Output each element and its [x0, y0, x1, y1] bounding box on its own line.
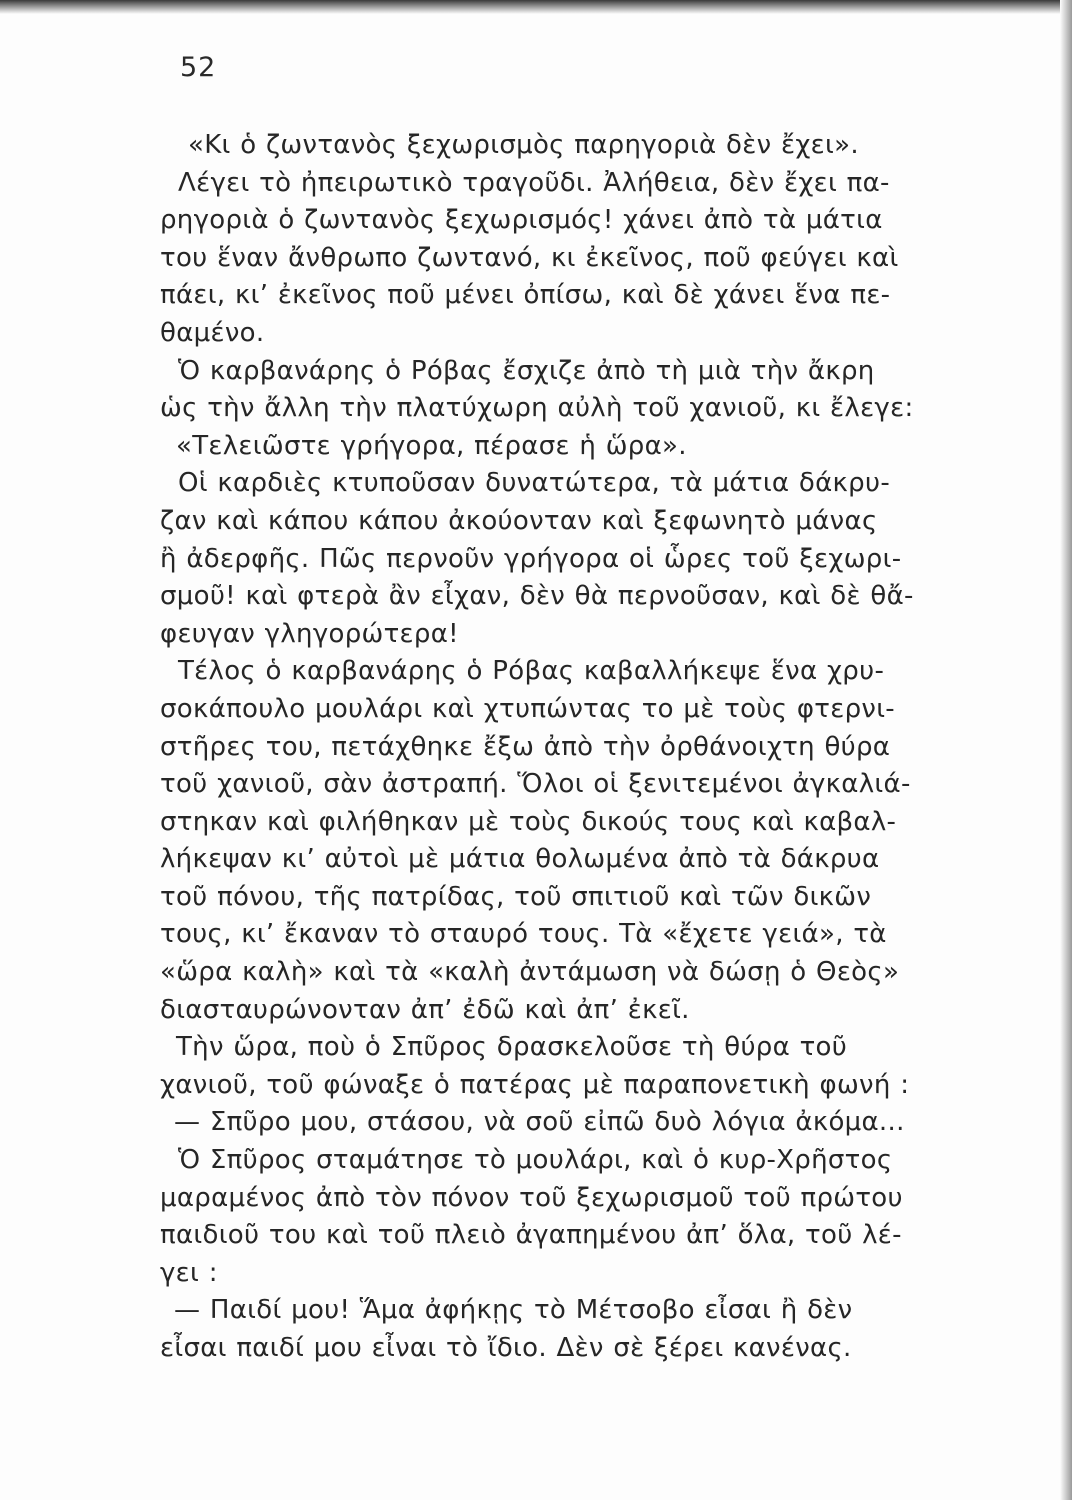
text-line: Λέγει τὸ ἠπειρωτικὸ τραγοῦδι. Ἀλήθεια, δὲν ἔχει πα- — [178, 167, 890, 198]
text-line: του ἕναν ἄνθρωπο ζωντανό, κι ἐκεῖνος, ποῦ φεύγει καὶ — [160, 242, 899, 273]
text-line: Τὴν ὥρα, ποὺ ὁ Σπῦρος δρασκελοῦσε τὴ θύρα τοῦ — [176, 1032, 848, 1063]
text-line: — Σπῦρο μου, στάσου, νὰ σοῦ εἰπῶ δυὸ λόγια ἀκόμα... — [174, 1107, 905, 1138]
text-line: διασταυρώνονταν ἀπ’ ἐδῶ καὶ ἀπ’ ἐκεῖ. — [160, 994, 690, 1025]
text-line: παιδιοῦ του καὶ τοῦ πλειὸ ἀγαπημένου ἀπ’ ὅλα, τοῦ λέ- — [160, 1220, 902, 1251]
text-line: λήκεψαν κι’ αὐτοὶ μὲ μάτια θολωμένα ἀπὸ τὰ δάκρυα — [160, 844, 880, 875]
text-line: ζαν καὶ κάπου κάπου ἀκούονταν καὶ ξεφωνητὸ μάνας — [160, 505, 878, 536]
text-line: θαμένο. — [160, 317, 265, 348]
text-line: τους, κι’ ἔκαναν τὸ σταυρό τους. Τὰ «ἔχετε γειά», τὰ — [160, 919, 887, 950]
text-line: ὡς τὴν ἄλλη τὴν πλατύχωρη αὐλὴ τοῦ χανιοῦ, κι ἔλεγε: — [160, 393, 914, 424]
text-line: στῆρες του, πετάχθηκε ἔξω ἀπὸ τὴν ὀρθάνοιχτη θύρα — [160, 731, 891, 762]
page-right-edge-shadow — [1060, 0, 1072, 1500]
text-line: μαραμένος ἀπὸ τὸν πόνον τοῦ ξεχωρισμοῦ τοῦ πρώτου — [160, 1182, 903, 1213]
text-line: «Τελειῶστε γρήγορα, πέρασε ἡ ὥρα». — [176, 430, 687, 461]
text-line: τοῦ χανιοῦ, σὰν ἀστραπή. Ὅλοι οἱ ξενιτεμένοι ἀγκαλιά- — [160, 769, 911, 800]
text-line: ρηγοριὰ ὁ ζωντανὸς ξεχωρισμός! χάνει ἀπὸ τὰ μάτια — [160, 205, 883, 236]
text-line: «Κι ὁ ζωντανὸς ξεχωρισμὸς παρηγοριὰ δὲν ἔχει». — [188, 130, 859, 160]
text-line: Ὁ καρβανάρης ὁ Ρόβας ἔσχιζε ἀπὸ τὴ μιὰ τὴν ἄκρη — [178, 355, 875, 386]
text-line: χανιοῦ, τοῦ φώναξε ὁ πατέρας μὲ παραπονετικὴ φωνή : — [160, 1069, 910, 1100]
text-line: Τέλος ὁ καρβανάρης ὁ Ρόβας καβαλλήκεψε ἕνα χρυ- — [178, 656, 885, 687]
text-line: Ὁ Σπῦρος σταμάτησε τὸ μουλάρι, καὶ ὁ κυρ-Χρῆστος — [178, 1145, 893, 1176]
text-line: «ὥρα καλὴ» καὶ τὰ «καλὴ ἀντάμωση νὰ δώσῃ ὁ Θεὸς» — [160, 957, 900, 988]
page-number: 52 — [180, 52, 217, 83]
text-line: πάει, κι’ ἐκεῖνος ποῦ μένει ὀπίσω, καὶ δὲ χάνει ἕνα πε- — [160, 280, 891, 311]
page-top-edge-shadow — [0, 0, 1072, 14]
text-line: τοῦ πόνου, τῆς πατρίδας, τοῦ σπιτιοῦ καὶ τῶν δικῶν — [160, 881, 872, 912]
text-line: σοκάπουλο μουλάρι καὶ χτυπώντας το μὲ τοὺς φτερνι- — [160, 693, 895, 724]
text-line: γει : — [160, 1257, 218, 1288]
text-line: φευγαν γληγορώτερα! — [160, 618, 459, 649]
body-text — [160, 127, 960, 1368]
text-line: ἢ ἀδερφῆς. Πῶς περνοῦν γρήγορα οἱ ὧρες τοῦ ξεχωρι- — [160, 543, 902, 574]
text-line: εἶσαι παιδί μου εἶναι τὸ ἴδιο. Δὲν σὲ ξέρει κανένας. — [160, 1333, 852, 1363]
text-line: — Παιδί μου! Ἅμα ἀφήκῃς τὸ Μέτσοβο εἶσαι ἢ δὲν — [174, 1295, 853, 1326]
text-line: στηκαν καὶ φιλήθηκαν μὲ τοὺς δικούς τους καὶ καβαλ- — [160, 806, 897, 837]
text-line: Οἱ καρδιὲς κτυποῦσαν δυνατώτερα, τὰ μάτια δάκρυ- — [178, 468, 891, 499]
text-line: σμοῦ! καὶ φτερὰ ἂν εἶχαν, δὲν θὰ περνοῦσαν, καὶ δὲ θἄ- — [160, 581, 914, 612]
